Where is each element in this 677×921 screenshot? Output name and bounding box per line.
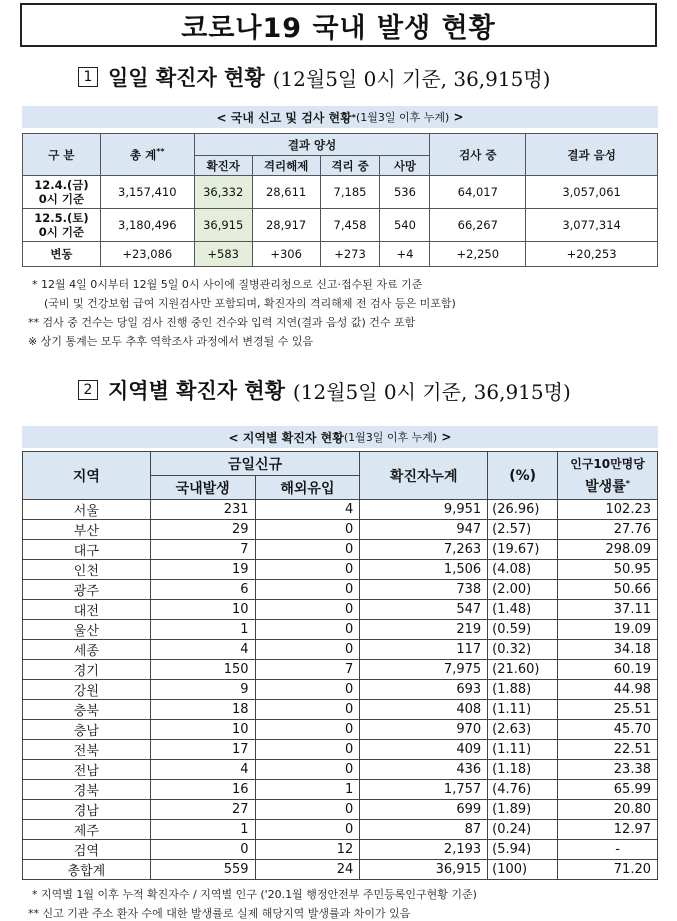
section1-banner — [22, 106, 658, 128]
cell-cumulative: 409 — [360, 740, 488, 760]
header-overseas: 해외유입 — [255, 476, 360, 500]
cell-rate: 25.51 — [558, 700, 658, 720]
table-row — [23, 660, 658, 680]
cell-pct: (2.63) — [488, 720, 558, 740]
cell-rate: 23.38 — [558, 760, 658, 780]
cell-rate: 50.95 — [558, 560, 658, 580]
cell-pct: (1.11) — [488, 740, 558, 760]
cell-overseas: 0 — [255, 540, 360, 560]
cell-region: 전남 — [23, 760, 151, 780]
cell-rate: 19.09 — [558, 620, 658, 640]
cell-domestic: 7 — [150, 540, 255, 560]
header-total-sup: ** — [156, 146, 165, 156]
cell-pct: (2.57) — [488, 520, 558, 540]
cell-domestic: 29 — [150, 520, 255, 540]
cell-pct: (1.89) — [488, 800, 558, 820]
cell-cumulative: 1,757 — [360, 780, 488, 800]
cell-overseas: 0 — [255, 820, 360, 840]
cell-overseas: 7 — [255, 660, 360, 680]
cell-region: 서울 — [23, 500, 151, 520]
header-testing: 검사 중 — [430, 134, 526, 176]
cell-cumulative: 2,193 — [360, 840, 488, 860]
cell-testing: 64,017 — [430, 176, 526, 209]
header-negative: 결과 음성 — [526, 134, 658, 176]
cell-domestic: 0 — [150, 840, 255, 860]
cell-overseas: 0 — [255, 520, 360, 540]
cell-rate: 65.99 — [558, 780, 658, 800]
cell-deaths: 536 — [380, 176, 430, 209]
header-rate — [558, 452, 658, 500]
note-1: * 12월 4일 0시부터 12월 5일 0시 사이에 질병관리청으로 신고·접수된 자료 기준 — [32, 278, 423, 291]
cell-pct: (1.48) — [488, 600, 558, 620]
header-rate-line1: 인구10만명당 — [570, 457, 645, 471]
cell-overseas: 0 — [255, 680, 360, 700]
cell-domestic: 1 — [150, 620, 255, 640]
cell-region: 경남 — [23, 800, 151, 820]
cell-rate: 20.80 — [558, 800, 658, 820]
regional-table — [22, 451, 658, 880]
cell-pct: (21.60) — [488, 660, 558, 680]
header-rate-line2: 발생률 — [585, 479, 626, 495]
cell-rate: 37.11 — [558, 600, 658, 620]
row-date-line2: 0시 기준 — [38, 192, 85, 206]
section2-title: 지역별 확진자 현황 — [108, 379, 285, 403]
row-change-label: 변동 — [23, 242, 101, 267]
cell-cumulative: 970 — [360, 720, 488, 740]
header-released: 격리해제 — [252, 156, 320, 176]
cell-overseas: 0 — [255, 560, 360, 580]
section2-banner-end: > — [441, 430, 452, 444]
cell-negative: +20,253 — [526, 242, 658, 267]
table-row — [23, 520, 658, 540]
table-row-change — [23, 242, 658, 267]
cell-pct: (1.11) — [488, 700, 558, 720]
cell-rate: 60.19 — [558, 660, 658, 680]
cell-cumulative: 693 — [360, 680, 488, 700]
cell-domestic: 231 — [150, 500, 255, 520]
cell-cumulative: 738 — [360, 580, 488, 600]
cell-overseas: 0 — [255, 760, 360, 780]
cell-cumulative: 219 — [360, 620, 488, 640]
cell-isolated: 7,458 — [320, 209, 380, 242]
section2-banner — [22, 426, 658, 448]
cell-region: 충남 — [23, 720, 151, 740]
header-today: 금일신규 — [150, 452, 360, 476]
cell-domestic: 16 — [150, 780, 255, 800]
cell-overseas: 1 — [255, 780, 360, 800]
cell-pct: (5.94) — [488, 840, 558, 860]
cell-region: 경북 — [23, 780, 151, 800]
cell-cumulative: 117 — [360, 640, 488, 660]
header-isolated: 격리 중 — [320, 156, 380, 176]
header-rate-sup: * — [625, 479, 630, 488]
cell-pct: (100) — [488, 860, 558, 880]
table-row — [23, 860, 658, 880]
table-row — [23, 780, 658, 800]
cell-region: 검역 — [23, 840, 151, 860]
header-total-text: 총 계 — [129, 147, 157, 162]
table-row — [23, 760, 658, 780]
cell-negative: 3,077,314 — [526, 209, 658, 242]
cell-negative: 3,057,061 — [526, 176, 658, 209]
cell-region: 제주 — [23, 820, 151, 840]
cell-region: 전북 — [23, 740, 151, 760]
cell-pct: (1.18) — [488, 760, 558, 780]
cell-testing: +2,250 — [430, 242, 526, 267]
cell-total: +23,086 — [100, 242, 194, 267]
section1-heading — [78, 62, 550, 92]
cell-pct: (4.76) — [488, 780, 558, 800]
cell-cumulative: 699 — [360, 800, 488, 820]
cell-domestic: 17 — [150, 740, 255, 760]
cell-cumulative: 547 — [360, 600, 488, 620]
table-row — [23, 600, 658, 620]
cell-cumulative: 87 — [360, 820, 488, 840]
section1-banner-text: < 국내 신고 및 검사 현황 — [216, 110, 352, 125]
cell-isolated: +273 — [320, 242, 380, 267]
table-row — [23, 500, 658, 520]
cell-region: 부산 — [23, 520, 151, 540]
cell-domestic: 18 — [150, 700, 255, 720]
cell-released: +306 — [252, 242, 320, 267]
daily-status-table — [22, 133, 658, 267]
cell-domestic: 27 — [150, 800, 255, 820]
table-row — [23, 560, 658, 580]
cell-region: 강원 — [23, 680, 151, 700]
cell-domestic: 10 — [150, 600, 255, 620]
cell-domestic: 4 — [150, 640, 255, 660]
table-row — [23, 740, 658, 760]
cell-overseas: 0 — [255, 600, 360, 620]
cell-domestic: 6 — [150, 580, 255, 600]
section1-banner-small: (1월3일 이후 누계) — [355, 111, 450, 124]
header-pct: (%) — [488, 452, 558, 500]
note-3: ** 검사 중 건수는 당일 검사 진행 중인 건수와 입력 지연(결과 음성 값) 건수 포함 — [28, 316, 416, 329]
cell-rate: 34.18 — [558, 640, 658, 660]
section2-subtitle: (12월5일 0시 기준, 36,915명) — [292, 379, 571, 404]
cell-testing: 66,267 — [430, 209, 526, 242]
cell-cumulative: 9,951 — [360, 500, 488, 520]
table-row — [23, 640, 658, 660]
cell-region: 세종 — [23, 640, 151, 660]
cell-pct: (2.00) — [488, 580, 558, 600]
cell-rate: 22.51 — [558, 740, 658, 760]
header-confirmed: 확진자 — [194, 156, 252, 176]
section1-number: 1 — [78, 67, 98, 87]
table-row — [23, 820, 658, 840]
table-row — [23, 580, 658, 600]
cell-domestic: 9 — [150, 680, 255, 700]
cell-overseas: 0 — [255, 580, 360, 600]
cell-rate: 44.98 — [558, 680, 658, 700]
cell-region: 광주 — [23, 580, 151, 600]
cell-cumulative: 7,263 — [360, 540, 488, 560]
cell-rate: 12.97 — [558, 820, 658, 840]
cell-region: 총합계 — [23, 860, 151, 880]
cell-region: 울산 — [23, 620, 151, 640]
cell-cumulative: 947 — [360, 520, 488, 540]
cell-released: 28,917 — [252, 209, 320, 242]
cell-domestic: 4 — [150, 760, 255, 780]
table-row — [23, 209, 658, 242]
section2-heading — [78, 375, 571, 405]
table-row — [23, 680, 658, 700]
cell-region: 대구 — [23, 540, 151, 560]
cell-overseas: 0 — [255, 740, 360, 760]
section1-banner-end: > — [453, 110, 464, 124]
cell-overseas: 0 — [255, 700, 360, 720]
row-date-line1: 12.4.(금) — [34, 178, 89, 192]
cell-overseas: 12 — [255, 840, 360, 860]
cell-pct: (4.08) — [488, 560, 558, 580]
cell-cumulative: 436 — [360, 760, 488, 780]
cell-rate: 298.09 — [558, 540, 658, 560]
cell-domestic: 1 — [150, 820, 255, 840]
note-5: * 지역별 1월 이후 누적 확진자수 / 지역별 인구 ('20.1월 행정안전부 주민등록인구현황 기준) — [32, 888, 477, 901]
cell-rate: 45.70 — [558, 720, 658, 740]
header-region: 지역 — [23, 452, 151, 500]
cell-domestic: 150 — [150, 660, 255, 680]
cell-confirmed: 36,332 — [194, 176, 252, 209]
section1-banner-sup: * — [351, 112, 356, 122]
header-deaths: 사망 — [380, 156, 430, 176]
cell-overseas: 0 — [255, 720, 360, 740]
header-total — [100, 134, 194, 176]
cell-region: 경기 — [23, 660, 151, 680]
cell-overseas: 24 — [255, 860, 360, 880]
note-4: ※ 상기 통계는 모두 추후 역학조사 과정에서 변경될 수 있음 — [28, 335, 314, 348]
header-gubun: 구 분 — [23, 134, 101, 176]
cell-domestic: 559 — [150, 860, 255, 880]
row-date — [23, 209, 101, 242]
cell-overseas: 4 — [255, 500, 360, 520]
cell-rate: - — [558, 840, 658, 860]
cell-overseas: 0 — [255, 620, 360, 640]
cell-domestic: 10 — [150, 720, 255, 740]
header-domestic: 국내발생 — [150, 476, 255, 500]
section2-number: 2 — [78, 380, 98, 400]
table-row — [23, 840, 658, 860]
cell-confirmed: +583 — [194, 242, 252, 267]
cell-region: 대전 — [23, 600, 151, 620]
table-row — [23, 700, 658, 720]
cell-cumulative: 1,506 — [360, 560, 488, 580]
cell-deaths: +4 — [380, 242, 430, 267]
table-row — [23, 800, 658, 820]
note-6: ** 신고 기관 주소 환자 수에 대한 발생률로 실제 해당지역 발생률과 차이가 있음 — [28, 907, 411, 920]
header-positive: 결과 양성 — [194, 134, 430, 156]
cell-overseas: 0 — [255, 640, 360, 660]
cell-region: 인천 — [23, 560, 151, 580]
cell-pct: (0.32) — [488, 640, 558, 660]
row-date-line1: 12.5.(토) — [34, 211, 89, 225]
cell-rate: 102.23 — [558, 500, 658, 520]
cell-cumulative: 7,975 — [360, 660, 488, 680]
cell-overseas: 0 — [255, 800, 360, 820]
table-row — [23, 540, 658, 560]
cell-pct: (1.88) — [488, 680, 558, 700]
page-title: 코로나19 국내 발생 현황 — [20, 3, 657, 47]
cell-pct: (0.59) — [488, 620, 558, 640]
section1-subtitle: (12월5일 0시 기준, 36,915명) — [272, 66, 551, 91]
cell-cumulative: 36,915 — [360, 860, 488, 880]
cell-confirmed: 36,915 — [194, 209, 252, 242]
cell-pct: (26.96) — [488, 500, 558, 520]
cell-released: 28,611 — [252, 176, 320, 209]
cell-deaths: 540 — [380, 209, 430, 242]
cell-rate: 71.20 — [558, 860, 658, 880]
cell-pct: (19.67) — [488, 540, 558, 560]
row-date-line2: 0시 기준 — [38, 225, 85, 239]
section2-banner-text: < 지역별 확진자 현황 — [228, 430, 344, 445]
section1-title: 일일 확진자 현황 — [108, 66, 265, 90]
cell-total: 3,157,410 — [100, 176, 194, 209]
section2-banner-small: (1월3일 이후 누계) — [343, 431, 438, 444]
header-cumulative: 확진자누계 — [360, 452, 488, 500]
cell-domestic: 19 — [150, 560, 255, 580]
cell-rate: 50.66 — [558, 580, 658, 600]
cell-region: 충북 — [23, 700, 151, 720]
cell-cumulative: 408 — [360, 700, 488, 720]
note-2: (국비 및 건강보험 급여 지원검사만 포함되며, 확진자의 격리해제 전 검사 등은 미포함) — [44, 297, 456, 310]
row-date — [23, 176, 101, 209]
table-row — [23, 620, 658, 640]
cell-pct: (0.24) — [488, 820, 558, 840]
cell-isolated: 7,185 — [320, 176, 380, 209]
table-row — [23, 176, 658, 209]
cell-total: 3,180,496 — [100, 209, 194, 242]
table-row — [23, 720, 658, 740]
cell-rate: 27.76 — [558, 520, 658, 540]
